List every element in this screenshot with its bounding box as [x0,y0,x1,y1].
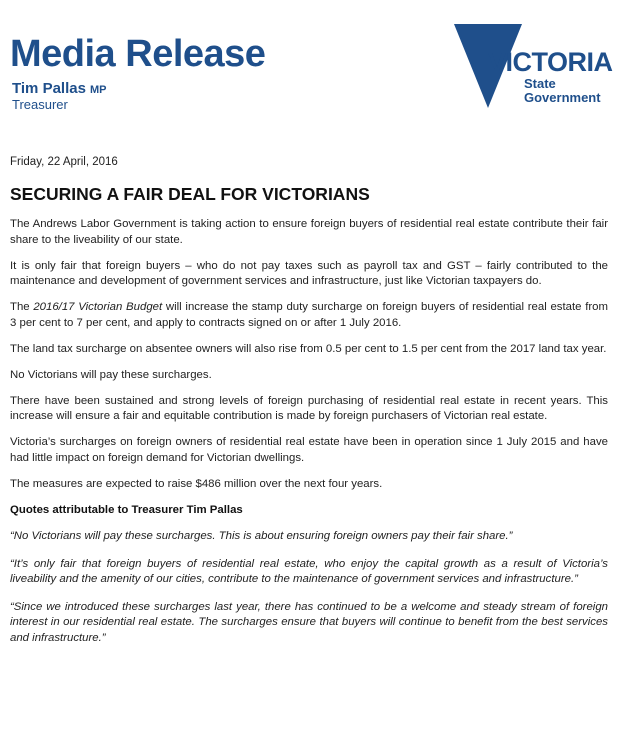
logo-wordmark: VICTORIA [488,47,613,77]
quotes-heading: Quotes attributable to Treasurer Tim Pallas [10,503,243,516]
release-date: Friday, 22 April, 2016 [10,156,118,168]
release-headline: SECURING A FAIR DEAL FOR VICTORIANS [10,184,370,204]
quote: “It’s only fair that foreign buyers of residential real estate, who enjoy the capital growth as a result of Victoria’s liveability and the amenity of our cities, contribute to the maintenance of government services and infrastructure.” [10,557,608,585]
logo-subtitle-line2: Government [524,90,601,105]
quote: “Since we introduced these surcharges last year, there has continued to be a welcome and steady stream of foreign interest in our residential real estate. The surcharges ensure that buyers will continue to benefit from the best services and infrastructure.” [10,600,608,644]
paragraph: The measures are expected to raise $486 million over the next four years. [10,477,383,490]
paragraph: The land tax surcharge on absentee owners will also rise from 0.5 per cent to 1.5 per cent from the 2017 land tax year. [10,342,607,355]
release-header [0,0,640,140]
paragraph-rest: will increase the stamp duty surcharge on foreign buyers of residential real estate from 3 per cent to 7 per cent, and apply to contracts signed on or after 1 July 2016. [10,301,609,329]
paragraph-prefix: The [10,301,34,313]
paragraph: The Andrews Labor Government is taking action to ensure foreign buyers of residential real estate contribute their fair share to the liveability of our state. [10,218,608,246]
media-release-title: Media Release [10,33,266,75]
logo-subtitle [524,77,614,105]
release-body [10,217,608,658]
budget-title: 2016/17 Victorian Budget [33,301,163,313]
logo-subtitle-line1: State [524,76,556,91]
paragraph: There have been sustained and strong levels of foreign purchasing of residential real estate in recent years. This increase will ensure a fair and equitable contribution is made by foreign purchasers of Victorian real estate. [10,394,608,422]
paragraph: It is only fair that foreign buyers – who do not pay taxes such as payroll tax and GST – fairly contributed to the maintenance and development of government services and infrastructure, just like Victorian taxpayers do. [10,259,608,287]
minister-suffix: MP [89,84,107,96]
paragraph-budget [10,300,608,331]
minister-name-text: Tim Pallas [12,80,86,97]
victoria-government-logo [454,24,614,114]
paragraph: No Victorians will pay these surcharges. [10,368,212,381]
quote: “No Victorians will pay these surcharges. This is about ensuring foreign owners pay their fair share.” [10,530,513,542]
minister-role: Treasurer [12,97,68,112]
paragraph: Victoria’s surcharges on foreign owners of residential real estate have been in operation since 1 July 2015 and have had little impact on foreign demand for Victorian dwellings. [10,436,608,464]
